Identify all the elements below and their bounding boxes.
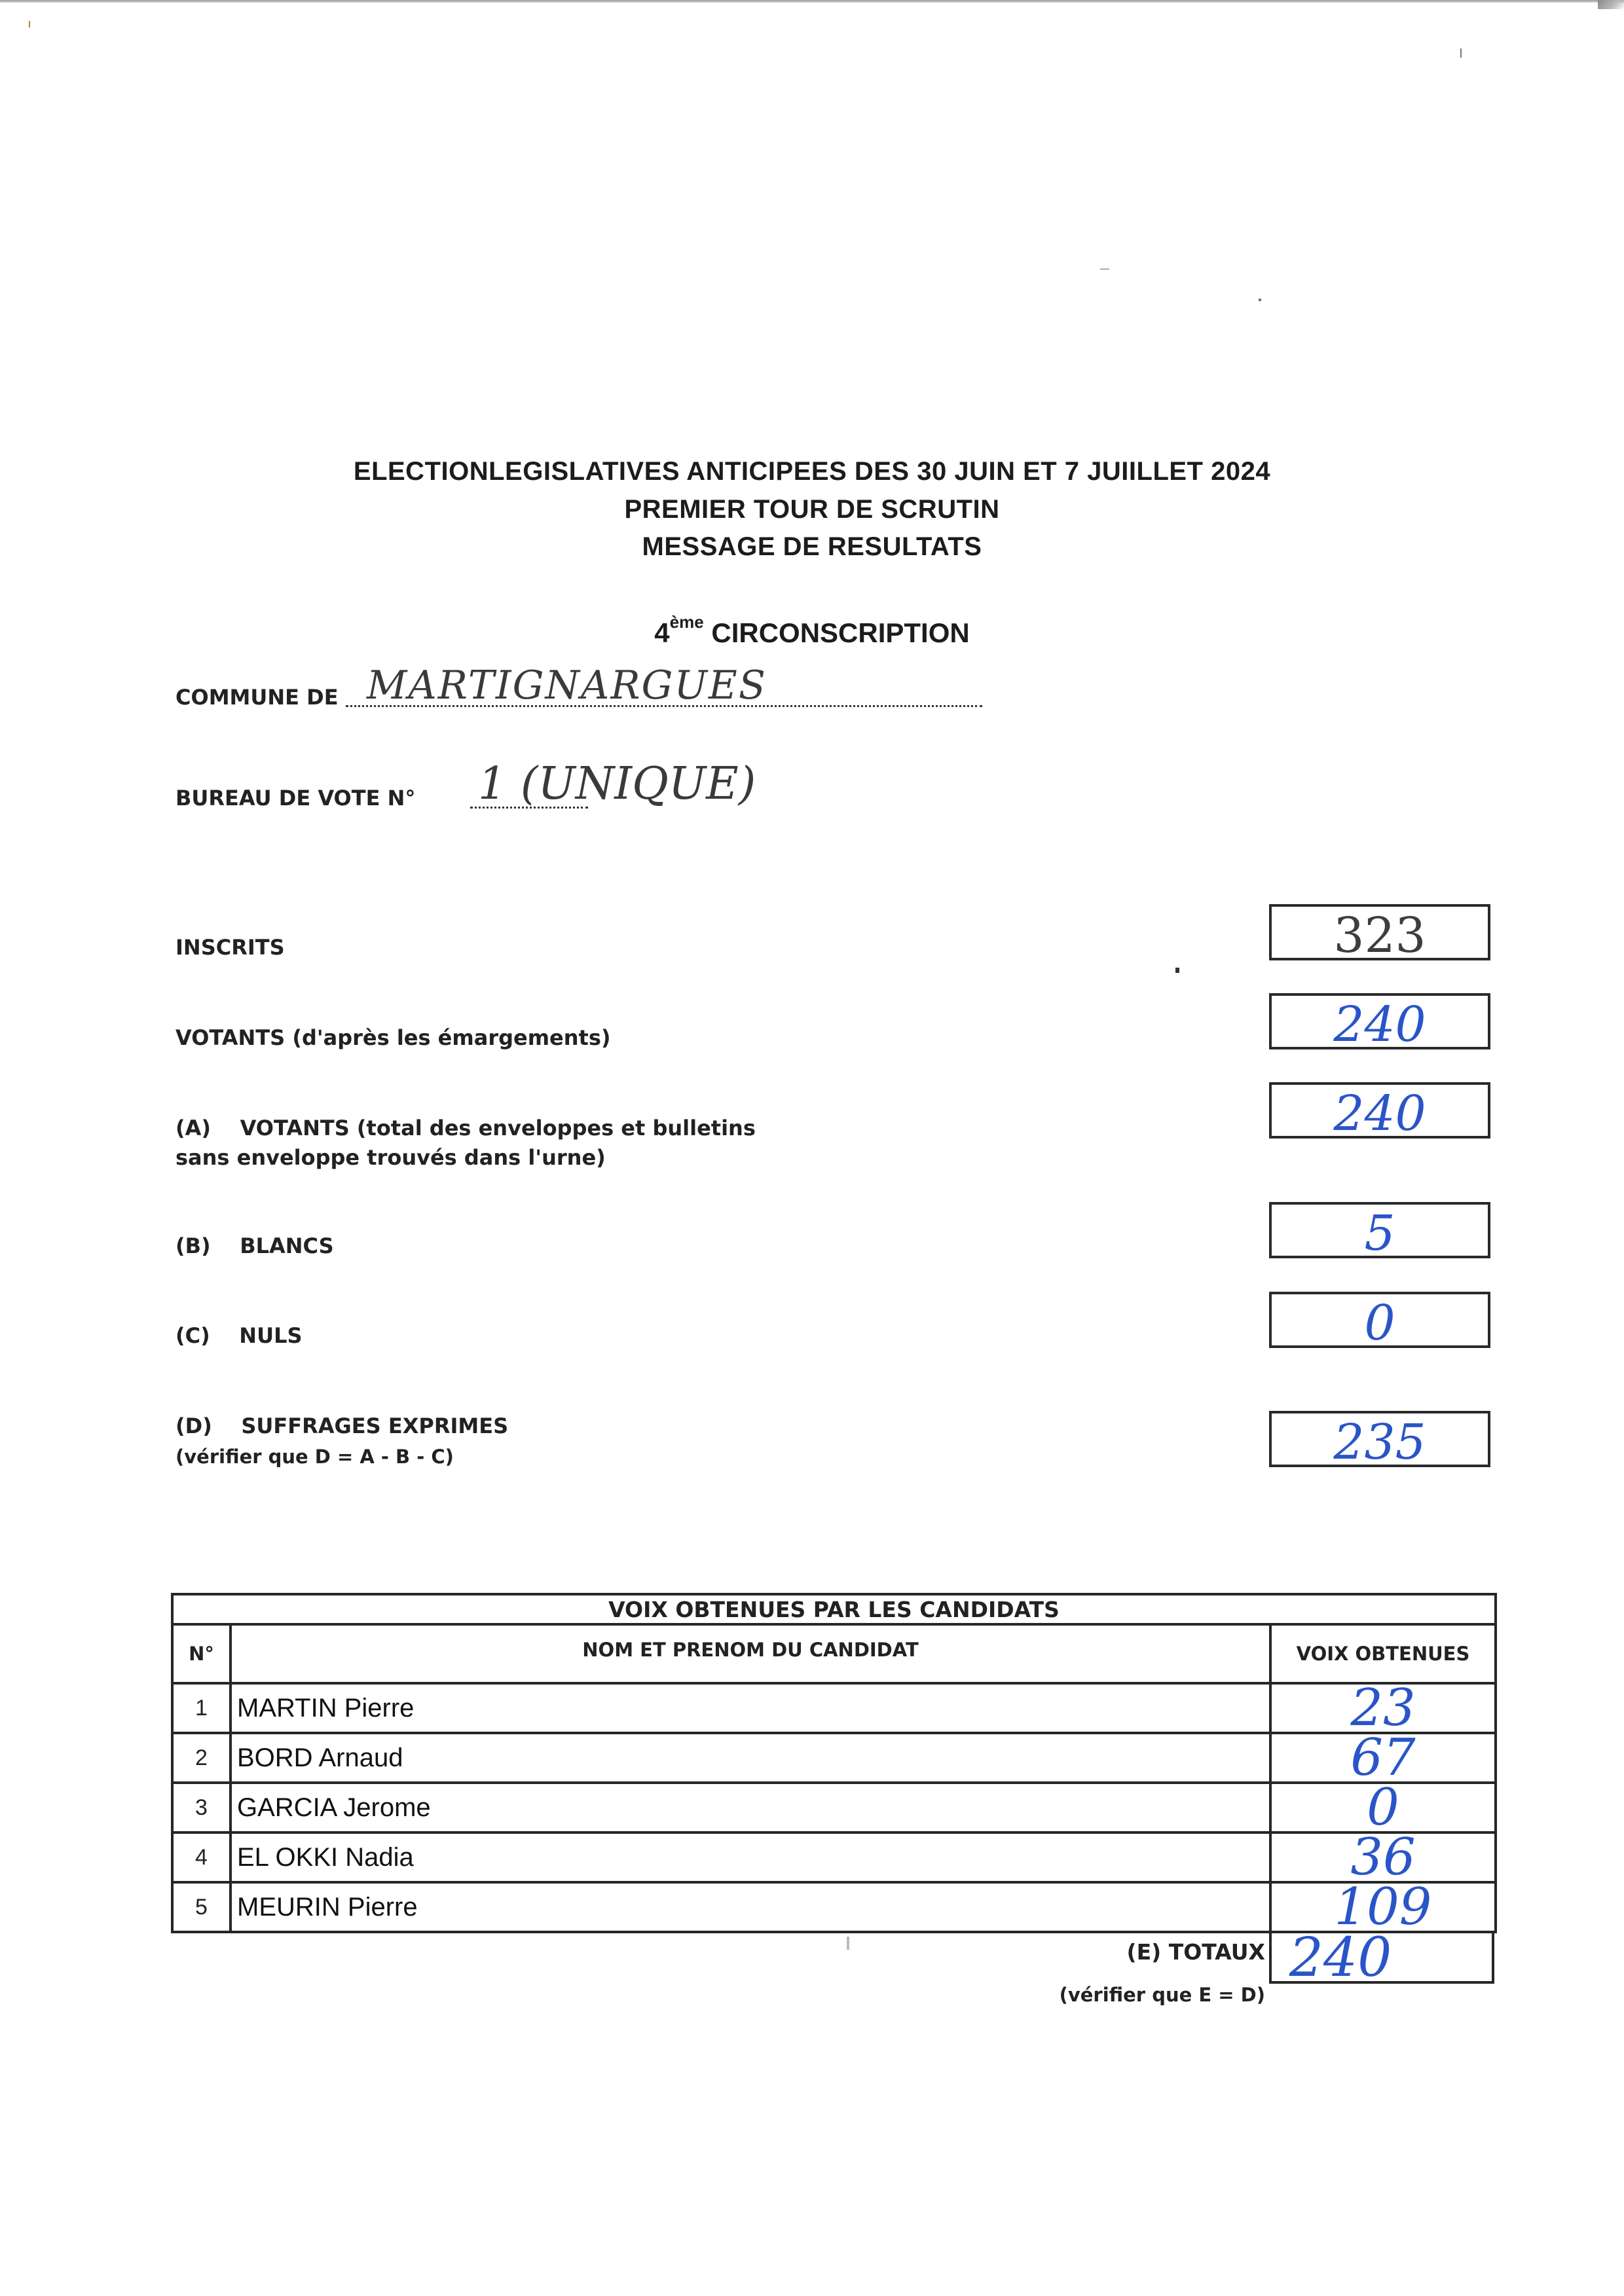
table-row: [172, 1832, 1496, 1882]
votants-urne-value: 240: [1333, 1085, 1426, 1142]
scan-speck: [1100, 268, 1109, 270]
document-subtitle-message: MESSAGE DE RESULTATS: [642, 532, 982, 561]
scan-speck: [847, 1937, 849, 1950]
blancs-box[interactable]: [1269, 1202, 1490, 1262]
nuls-box[interactable]: [1269, 1292, 1490, 1351]
blancs-label: [175, 1233, 334, 1258]
scan-speck: [1259, 299, 1261, 301]
table-row: [172, 1783, 1496, 1832]
nuls-letter: (C): [175, 1323, 210, 1348]
candidate-votes: 109: [1334, 1878, 1432, 1937]
column-header-votes: VOIX OBTENUES: [1270, 1624, 1496, 1683]
circonscription-suffix: ème: [669, 612, 704, 632]
results-caption: VOIX OBTENUES PAR LES CANDIDATS: [172, 1594, 1496, 1624]
table-row: [172, 1882, 1496, 1932]
candidate-name: MARTIN Pierre: [231, 1683, 1270, 1733]
circonscription-heading: [0, 612, 1624, 649]
blancs-value: 5: [1364, 1205, 1395, 1262]
candidate-votes: 0: [1367, 1778, 1399, 1837]
document-title: ELECTIONLEGISLATIVES ANTICIPEES DES 30 JUIN ET 7 JUIILLET 2024: [353, 457, 1271, 486]
document-subtitle-round: PREMIER TOUR DE SCRUTIN: [624, 495, 1000, 524]
votants-emargements-box[interactable]: [1269, 993, 1490, 1053]
totals-value: 240: [1289, 1927, 1392, 1989]
column-header-candidate: NOM ET PRENOM DU CANDIDAT: [231, 1624, 1270, 1683]
inscrits-box[interactable]: [1269, 904, 1490, 964]
votants-urne-box[interactable]: [1269, 1082, 1490, 1142]
circonscription-label: CIRCONSCRIPTION: [711, 617, 970, 648]
votants-urne-letter: (A): [175, 1116, 212, 1140]
candidate-number: 4: [172, 1832, 231, 1882]
results-header-row: [172, 1624, 1496, 1683]
candidate-votes: 23: [1350, 1679, 1416, 1738]
votants-urne-label-line1: VOTANTS (total des enveloppes et bulletins: [240, 1116, 756, 1140]
totals-box[interactable]: [1269, 1927, 1494, 1989]
scan-corner-fold: [1598, 0, 1624, 9]
nuls-value: 0: [1364, 1295, 1395, 1351]
commune-label: COMMUNE DE: [175, 685, 339, 710]
column-header-number: N°: [172, 1624, 231, 1683]
candidate-votes-cell[interactable]: [1270, 1679, 1496, 1738]
candidate-votes-cell[interactable]: [1270, 1828, 1496, 1887]
table-row: [172, 1683, 1496, 1733]
candidate-number: 1: [172, 1683, 231, 1733]
candidate-votes: 67: [1350, 1728, 1416, 1787]
exprimes-value: 235: [1333, 1414, 1426, 1470]
candidate-name: GARCIA Jerome: [231, 1783, 1270, 1832]
results-table: [171, 1593, 1497, 1937]
commune-field[interactable]: MARTIGNARGUES: [367, 663, 767, 708]
candidate-number: 2: [172, 1733, 231, 1783]
totals-note: (vérifier que E = D): [1059, 1984, 1265, 2006]
totals-label: (E) TOTAUX: [1126, 1939, 1265, 1965]
candidate-name: MEURIN Pierre: [231, 1882, 1270, 1932]
bureau-field[interactable]: 1 (UNIQUE): [478, 758, 756, 810]
candidate-votes-cell[interactable]: [1270, 1878, 1496, 1937]
scan-top-edge: [0, 0, 1624, 3]
nuls-text: NULS: [239, 1323, 303, 1348]
candidate-name: EL OKKI Nadia: [231, 1832, 1270, 1882]
scan-speck: [29, 21, 30, 27]
bureau-label: BUREAU DE VOTE N°: [175, 786, 416, 811]
votants-urne-label-line2: sans enveloppe trouvés dans l'urne): [175, 1145, 606, 1170]
scan-speck: [1460, 48, 1462, 58]
results-caption-row: [172, 1594, 1496, 1624]
circonscription-number: 4: [654, 617, 670, 648]
scan-speck: [1175, 968, 1179, 973]
exprimes-box[interactable]: [1269, 1411, 1490, 1470]
blancs-text: BLANCS: [240, 1233, 334, 1258]
candidate-votes: 36: [1350, 1828, 1416, 1887]
candidate-number: 5: [172, 1882, 231, 1932]
votants-emargements-label: VOTANTS (d'après les émargements): [175, 1025, 611, 1050]
exprimes-text: SUFFRAGES EXPRIMES: [241, 1413, 509, 1438]
exprimes-label: [175, 1413, 508, 1438]
candidate-number: 3: [172, 1783, 231, 1832]
candidate-votes-cell[interactable]: [1270, 1728, 1496, 1787]
votants-emargements-value: 240: [1333, 996, 1426, 1053]
exprimes-note: (vérifier que D = A - B - C): [175, 1446, 454, 1468]
table-row: [172, 1733, 1496, 1783]
exprimes-letter: (D): [175, 1413, 212, 1438]
votants-urne-label: [175, 1116, 756, 1140]
nuls-label: [175, 1323, 303, 1348]
blancs-letter: (B): [175, 1233, 211, 1258]
candidate-votes-cell[interactable]: [1270, 1778, 1496, 1837]
inscrits-value: 323: [1333, 907, 1426, 964]
candidate-name: BORD Arnaud: [231, 1733, 1270, 1783]
inscrits-label: INSCRITS: [175, 935, 285, 960]
